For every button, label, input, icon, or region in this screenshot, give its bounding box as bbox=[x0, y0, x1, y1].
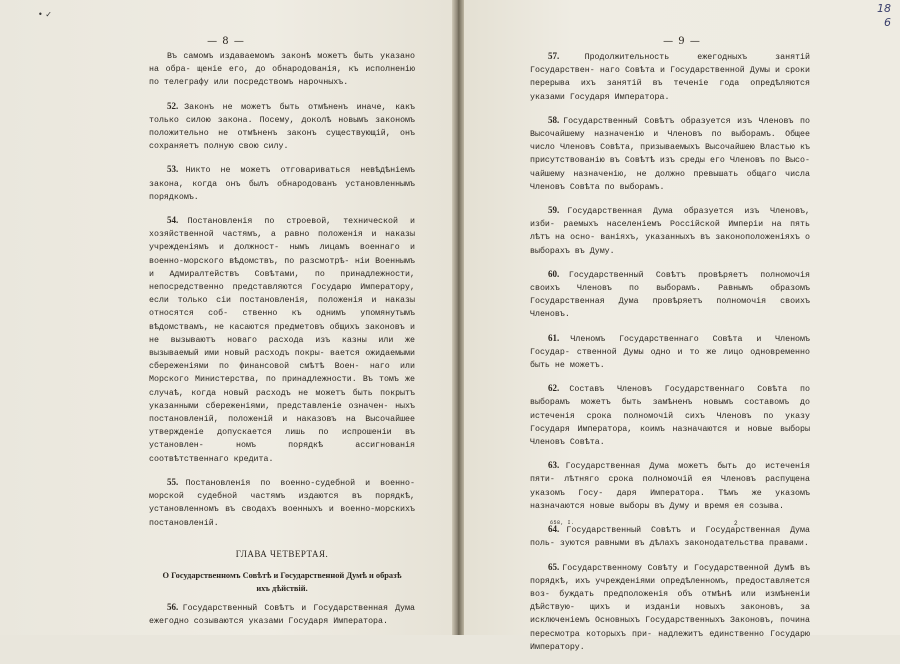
text-line: Членовъ Совѣта по выборамъ. bbox=[530, 182, 665, 192]
text-line: частямъ, а равно положенія и наказы учрежденіямъ и должност- bbox=[149, 230, 415, 253]
article-number: 56. bbox=[167, 601, 183, 612]
text-line: можетъ. bbox=[569, 361, 605, 371]
article-number: 61. bbox=[548, 332, 571, 343]
text-line: наго или Морского Министерства, по принадлежности. Въ bbox=[149, 362, 415, 385]
text-line: щихъ и изданіи новыхъ законовъ, за исключеніемъ Основныхъ bbox=[530, 603, 810, 626]
text-line: Государственный Совѣтъ и Государственная Дума поль- bbox=[530, 526, 810, 549]
text-line: посредствомъ нарочныхъ. bbox=[233, 78, 349, 88]
text-line: Въ самомъ издаваемомъ законѣ можетъ быть указано на обра- bbox=[149, 52, 415, 75]
chapter-title: ГЛАВА ЧЕТВЕРТАЯ. bbox=[235, 548, 329, 559]
page-number-right: — 9 — bbox=[663, 36, 701, 47]
article-number: 59. bbox=[548, 205, 568, 216]
text-line: чайшему назначенію, не должно превышать общаго числа bbox=[530, 169, 810, 179]
text-line: свою силу. bbox=[238, 142, 289, 152]
book-gutter bbox=[452, 0, 464, 635]
text-line: силою закона. Посему, доколѣ новымъ закономъ положительно bbox=[149, 115, 416, 139]
text-line: ственной Думы одно и то же лицо одновременно быть не bbox=[530, 347, 810, 371]
text-line: ныхъ постановленій, положеній и наказовъ на Высочайшее bbox=[149, 401, 415, 425]
page-number-left: — 8 — bbox=[207, 36, 245, 47]
text-line: Императора. bbox=[614, 92, 670, 102]
text-line: Никто не можетъ отговариваться невѣдѣніемъ закона, bbox=[149, 166, 415, 189]
text-line: нымъ лицамъ военнаго и военно-морского вѣдомствъ, по разсмотрѣ- bbox=[149, 243, 415, 266]
text-line: Составъ Членовъ Государственнаго Совѣта по выборамъ bbox=[530, 385, 810, 408]
chapter-subtitle bbox=[149, 569, 415, 595]
text-line: только сіи постановленія, положенія и наказы относятся соб- bbox=[149, 296, 415, 319]
text-line: Законъ не можетъ быть отмѣненъ иначе, какъ только bbox=[149, 102, 415, 125]
text-line: порядкѣ, ихъ учрежденіями опредѣленномъ, предоставляется воз- bbox=[530, 576, 810, 599]
chapter-subtitle-line: ихъ дѣйствій. bbox=[256, 583, 308, 593]
text-line: занятій въ теченіе года опредѣляются указами Государя bbox=[530, 79, 810, 102]
archive-folio-number: 18 bbox=[877, 2, 891, 15]
text-line: провѣряетъ полномочія своихъ Членовъ. bbox=[530, 297, 810, 320]
article-paragraph bbox=[149, 476, 415, 530]
text-line: щеніе его, до обнародованія, къ исполненію по телеграфу или bbox=[149, 65, 415, 88]
text-line: можетъ быть замѣненъ новымъ составомъ до истеченія срока bbox=[530, 398, 810, 421]
article-paragraph bbox=[149, 50, 415, 90]
text-line: полномочій сихъ Членовъ по указу Государя Императора, bbox=[530, 411, 811, 434]
text-line: надлежитъ единственно Государю Императору. bbox=[530, 629, 810, 652]
text-line: лѣтняго срока полномочій ея Членовъ распущена указомъ Госу- bbox=[530, 475, 810, 498]
article-paragraph bbox=[149, 163, 415, 204]
text-line: ежегодно созываются указами Государя Императора. bbox=[149, 617, 388, 627]
text-line: Государственный Совѣтъ провѣряетъ полномочія своихъ bbox=[530, 270, 810, 294]
footer-sheet-mark: 2 bbox=[734, 520, 739, 527]
article-paragraph bbox=[530, 459, 810, 513]
article-number: 53. bbox=[167, 164, 186, 175]
text-line: Членовъ по выборамъ. Равнымъ образомъ Государственная Дума bbox=[530, 284, 810, 307]
chapter-subtitle-line: О Государственномъ Совѣтѣ и Государственной Думѣ и образѣ bbox=[162, 570, 402, 580]
article-paragraph bbox=[530, 382, 810, 449]
article-number: 62. bbox=[548, 383, 570, 394]
text-line: ваніяхъ, указанныхъ въ законоположеніяхъ о выборахъ въ Думу. bbox=[530, 233, 810, 256]
article-paragraph bbox=[149, 214, 415, 466]
text-line: даря Императора. Тѣмъ же указомъ назначаются новые bbox=[530, 488, 810, 511]
article-paragraph bbox=[530, 268, 810, 322]
archive-folio-number-secondary: 6 bbox=[884, 16, 891, 29]
text-line: ніи Военнымъ и Адмиралтействъ Совѣтами, по принадлежности, bbox=[149, 256, 415, 279]
text-line: Членомъ Государственнаго Совѣта и Членомъ Государ- bbox=[530, 334, 810, 357]
text-line: номъ порядкѣ ассигнованія соотвѣтственнаго кредита. bbox=[149, 441, 415, 464]
text-line: непосредственно представляются Государю Императору, если bbox=[149, 283, 415, 306]
corner-mark: • ✓ bbox=[38, 10, 52, 19]
text-line: раемыхъ населеніемъ Россійской Имперіи на пять лѣтъ на осно- bbox=[530, 220, 810, 243]
text-line: Государственная Дума образуется изъ Членовъ, изби- bbox=[530, 207, 811, 230]
text-line: вается ожидаемыми сбереженіями по финансовой смѣтѣ Воен- bbox=[149, 349, 415, 372]
text-line: число Членовъ Совѣта, призываемыхъ Высочайшею Властью bbox=[530, 143, 795, 153]
text-line: Государственный Совѣтъ и Государственная Дума bbox=[182, 603, 415, 613]
article-number: 64. bbox=[548, 524, 567, 535]
text-line: когда онъ былъ обнародованъ установленнымъ порядкомъ. bbox=[149, 179, 415, 202]
article-number: 55. bbox=[167, 476, 186, 487]
footer-signature: 658, I. bbox=[550, 520, 575, 526]
left-page bbox=[0, 0, 452, 635]
text-line: Постановленія по военно-судебной и военно-морской bbox=[149, 478, 415, 502]
text-line: ственно къ однимъ упомянутымъ вѣдомствамъ, не касаются bbox=[149, 309, 416, 332]
text-line: зуются равными въ дѣлахъ законодательства правами. bbox=[559, 539, 809, 549]
article-number: 54. bbox=[167, 215, 188, 226]
text-line: къ присутствованію въ Совѣтѣ изъ среды его Членовъ по Высо- bbox=[530, 143, 810, 166]
article-number: 52. bbox=[167, 100, 185, 111]
article-paragraph bbox=[530, 332, 810, 373]
text-line: буждать предположенія объ отмѣнѣ или измѣненіи дѣйствую- bbox=[530, 589, 810, 613]
text-line: сводахъ военныхъ и военно-морскихъ постановленій. bbox=[149, 505, 415, 528]
article-paragraph bbox=[530, 50, 810, 104]
article-paragraph bbox=[530, 561, 810, 654]
text-line: Государственному Совѣту и Государственной Думѣ въ bbox=[562, 563, 811, 573]
left-text-block bbox=[149, 50, 415, 638]
article-paragraph bbox=[530, 523, 810, 550]
text-line: Постановленія по строевой, технической и хозяйственной bbox=[149, 217, 415, 240]
text-line: Государственныхъ Законовъ, почина пересмотра которыхъ при- bbox=[530, 616, 810, 639]
article-paragraph bbox=[149, 100, 415, 154]
right-text-block bbox=[530, 50, 810, 664]
text-line: не отмѣненъ законъ существующій, онъ сохраняетъ полную bbox=[149, 129, 415, 152]
text-line: утвержденіе допускается лишь по испрошеніи въ установлен- bbox=[149, 428, 415, 451]
text-line: Высочайшему назначенію и Членовъ по выборамъ. Общее bbox=[530, 130, 810, 140]
right-page bbox=[464, 0, 900, 652]
article-number: 60. bbox=[548, 268, 569, 279]
article-number: 58. bbox=[548, 114, 564, 125]
text-line: Государственная Дума можетъ быть до истеченія пяти- bbox=[530, 462, 810, 485]
text-line: предметовъ общихъ законовъ и не вызываютъ новаго расхода bbox=[149, 322, 415, 345]
article-paragraph bbox=[149, 601, 415, 628]
article-number: 65. bbox=[548, 561, 563, 572]
article-number: 63. bbox=[548, 460, 566, 471]
text-line: наго Совѣта и Государственной Думы и сроки перерыва ихъ bbox=[530, 66, 810, 89]
text-line: судебной частямъ издаются въ порядкѣ, установленномъ въ bbox=[149, 492, 415, 515]
article-number: 57. bbox=[548, 51, 585, 61]
text-line: Продолжительность ежегодныхъ занятій Государствен- bbox=[530, 53, 811, 76]
text-line: Государственный Совѣтъ образуется изъ Членовъ по bbox=[563, 116, 810, 126]
text-line: изъ казны или же вызываемый ими новый расходъ покры- bbox=[149, 335, 416, 359]
text-line: покрытъ указанными сбереженіями, представленіе означен- bbox=[149, 388, 415, 411]
article-paragraph bbox=[530, 114, 810, 194]
article-paragraph bbox=[530, 204, 810, 258]
text-line: коимъ назначаются и новые выборы Членовъ Совѣта. bbox=[530, 424, 810, 448]
text-line: выборы въ Думу и время ея созыва. bbox=[619, 501, 784, 511]
text-line: томъ же случаѣ, когда новый расходъ не можетъ быть bbox=[149, 375, 416, 398]
